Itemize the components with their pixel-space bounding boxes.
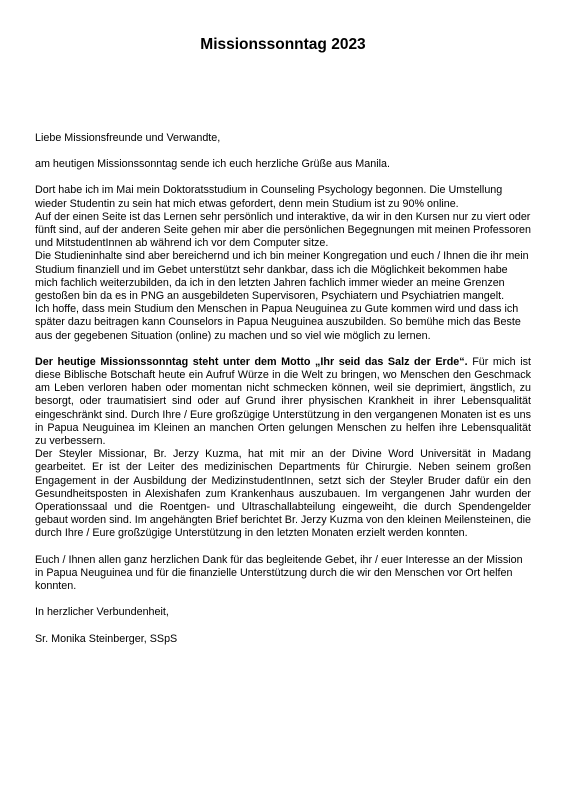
paragraph-jerzy-kuzma: Der Steyler Missionar, Br. Jerzy Kuzma, hat mit mir an der Divine Word Universität in Madang gearbeitet. Er ist der Leiter des medizinischen Departments für Chirurgie. Neben seinem großen Engagement in der Ausbildung der MedizinstudentInnen, setzt sich der Steyler Bruder dafür ein den Gesundheitsposten in Alexishafen zum Krankenhaus auszubauen. Im vergangenen Jahr wurden der Operationssaal und die Roentgen- und Ultraschallabteilung eingeweiht, die durch Spendengelder gebaut worden sind. Im angehängten Brief berichtet Br. Jerzy Kuzma von den kleinen Meilensteinen, die durch Ihre / Eure großzügige Unterstützung in den letzten Monaten erzielt werden konnten. xyxy=(35,448,531,540)
spacer xyxy=(35,541,531,554)
spacer xyxy=(35,620,531,633)
letter-body xyxy=(35,132,531,646)
paragraph-online-learning: Auf der einen Seite ist das Lernen sehr persönlich und interaktive, da wir in den Kursen nur zu viert oder fünft sind, auf der anderen Seite gehen mir aber die persönlichen Begegnungen mit meinen Professoren und MitstudentInnen ab während ich vor dem Computer sitze. xyxy=(35,210,532,250)
page-title: Missionssonntag 2023 xyxy=(200,36,366,53)
spacer xyxy=(35,171,531,184)
paragraph-gratitude: Die Studieninhalte sind aber bereichernd und ich bin meiner Kongregation und euch / Ihnen die ihr mein Studium finanziell und im Gebet unterstützt sehr dankbar, dass ich die Möglichkeit bekommen habe mich fachlich weiterzubilden, da ich in den letzten Jahren fachlich immer wieder an meine Grenzen gestoßen bin da es in PNG an ausgebildeten Supervisoren, Psychiatern und Psychiatrien mangelt. xyxy=(35,250,529,303)
spacer xyxy=(35,593,531,606)
paragraph-study-start: Dort habe ich im Mai mein Doktoratsstudium in Counseling Psychology begonnen. Die Umstellung wieder Studentin zu sein hat mich etwas gefordert, denn mein Studium ist zu 90% online. xyxy=(35,184,503,210)
spacer xyxy=(35,343,531,356)
spacer xyxy=(35,145,531,158)
motto-lead: Der heutige Missionssonntag steht unter dem Motto „Ihr seid das Salz der Erde“. xyxy=(35,355,468,368)
motto-rest: Für mich ist diese Biblische Botschaft heute ein Aufruf Würze in die Welt zu bringen, wo Menschen den Geschmack am Leben verloren haben oder momentan nicht schmecken können, weil sie deprimiert, ängstlich, zu besorgt, oder traumatisiert sind oder auf Grund ihrer physischen Krankheit in ihrer Lebensqualität eingeschränkt sind. Durch Ihre / Eure großzügige Unterstützung in den vergangenen Monaten ist es uns in Papua Neuguinea im Kleinen an manchen Orten gelungen Menschen zu helfen ihre Lebensqualität zu verbessern. xyxy=(35,355,531,448)
intro-paragraph: am heutigen Missionssonntag sende ich euch herzliche Grüße aus Manila. xyxy=(35,158,390,171)
paragraph-thanks: Euch / Ihnen allen ganz herzlichen Dank für das begleitende Gebet, ihr / euer Interesse an der Mission in Papua Neuguinea und für die finanzielle Unterstützung durch die wir den Menschen vor Ort helfen konnten. xyxy=(35,553,523,593)
salutation: Liebe Missionsfreunde und Verwandte, xyxy=(35,132,221,144)
signature: Sr. Monika Steinberger, SSpS xyxy=(35,632,178,645)
paragraph-motto xyxy=(35,356,531,448)
letter-page xyxy=(35,0,531,800)
paragraph-hope: Ich hoffe, dass mein Studium den Menschen in Papua Neuguinea zu Gute kommen wird und dass ich später dazu beitragen kann Counselors in Papua Neuguinea auszubilden. So bemühe mich das Beste aus der gegebenen Situation (online) zu machen und so viel wie möglich zu lernen. xyxy=(35,303,521,342)
closing: In herzlicher Verbundenheit, xyxy=(35,606,169,619)
